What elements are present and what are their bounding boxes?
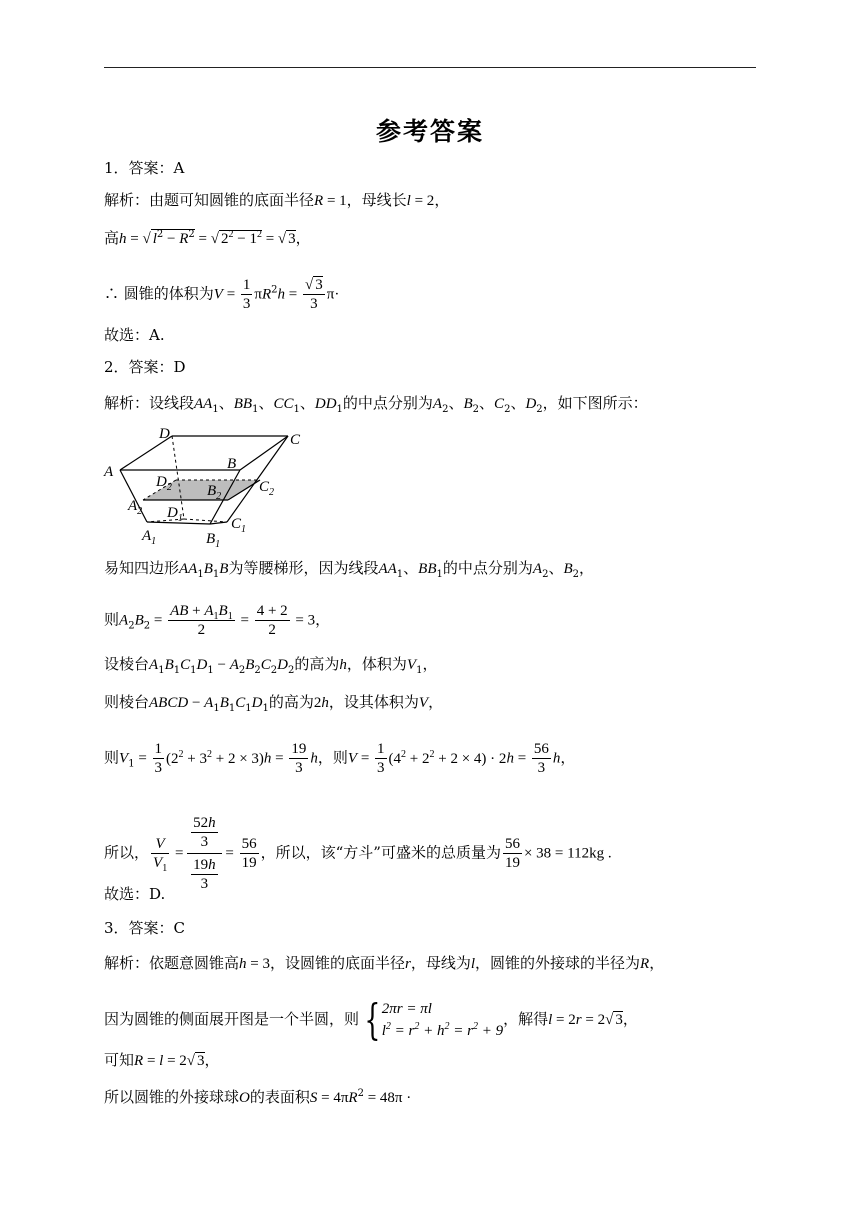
label-A2: $A_2$ xyxy=(128,498,143,517)
label-B1: $B_1$ xyxy=(206,531,221,548)
q1-line-1: 解析：由题可知圆锥的底面半径R = 1，母线长l = 2， xyxy=(104,191,450,209)
label-D2: $D_2$ xyxy=(156,474,172,493)
label-D1: $D_1$ xyxy=(167,505,183,524)
frustum-figure xyxy=(100,424,310,548)
q2-line-8: 则$V_1$ = $\frac{1}{3}$ $(2^2 + 3^2 + 2 \times 3)h$ = $\frac{19}{3}$ h，则V = $\frac{1}{3}$ $(4^2 + 2^2 + 2 \times 4) \cdot 2h$ = $\frac{56}{3}$ h， xyxy=(104,741,576,776)
label-D: D xyxy=(159,426,170,442)
q3-line-2: 因为圆锥的侧面展开图是一个半圆，则 { 2πr = πl $l^2 = r^2 + h^2 = r^2 + 9$ ，解得l = 2r = 2√ 3， xyxy=(104,995,638,1044)
q3-line-4: 所以圆锥的外接球球O的表面积$S = 4\pi R^2 = 48\pi$ · xyxy=(104,1088,412,1106)
q2-line-1: 解析：设线段$AA_1$、$BB_1$、$CC_1$、$DD_1$的中点分别为$A_2$、$B_2$、$C_2$、$D_2$，如下图所示： xyxy=(104,394,648,415)
q3-line-3: 可知R = l = 2√ 3， xyxy=(104,1051,220,1069)
label-B2: $B_2$ xyxy=(207,483,222,502)
q2-line-6: 设棱台$A_1B_1C_1D_1 - A_2B_2C_2D_2$的高为h，体积为$V_1$， xyxy=(104,655,438,676)
label-C: C xyxy=(290,432,301,448)
label-A: A xyxy=(104,464,114,480)
q2-conclusion: 故选：D. xyxy=(104,885,166,903)
label-C2: $C_2$ xyxy=(259,479,275,498)
label-C1: $C_1$ xyxy=(231,516,247,535)
q1-conclusion: 故选：A. xyxy=(104,326,165,344)
page-title: 参考答案 xyxy=(375,117,484,146)
q2-line-4: 易知四边形$AA_1B_1B$为等腰梯形，因为线段$AA_1$、$BB_1$的中点分别为$A_2$、$B_2$， xyxy=(104,559,595,580)
q1-answer: 1．答案：A xyxy=(104,159,185,177)
label-A1: $A_1$ xyxy=(142,528,157,547)
q3-answer: 3．答案：C xyxy=(104,919,186,937)
q2-line-5: 则$A_2B_2$ = $\frac{AB + A_1B_1}{2}$ = $\frac{4 + 2}{2}$ = 3， xyxy=(104,603,331,638)
q2-line-9: 所以， $\frac{V}{V_1}$ = $\frac{\frac{52h}{3}}{\frac{19h}{3}}$ = $\frac{56}{19}$ ，所以，该“方斗”可盛米的总质量为 $\frac{56}{19}$ × 38 = 112kg . xyxy=(104,815,612,892)
q2-line-7: 则棱台ABCD − $A_1B_1C_1D_1$的高为2h，设其体积为V， xyxy=(104,693,444,714)
q3-line-1: 解析：依题意圆锥高h = 3，设圆锥的底面半径r，母线为l，圆锥的外接球的半径为R， xyxy=(104,954,665,972)
header-rule xyxy=(104,67,756,68)
q2-answer: 2．答案：D xyxy=(104,358,186,376)
label-B: B xyxy=(227,456,237,472)
q1-line-2: 高h = √ $l^2 - R^2$ = √ $2^2 - 1^2$ = √ 3， xyxy=(104,229,311,247)
q1-line-3: ∴ 圆锥的体积为V = $\frac{1}{3}$ $\pi R^2h$ = $\frac{√ 3}{3}$ π· xyxy=(104,277,340,312)
